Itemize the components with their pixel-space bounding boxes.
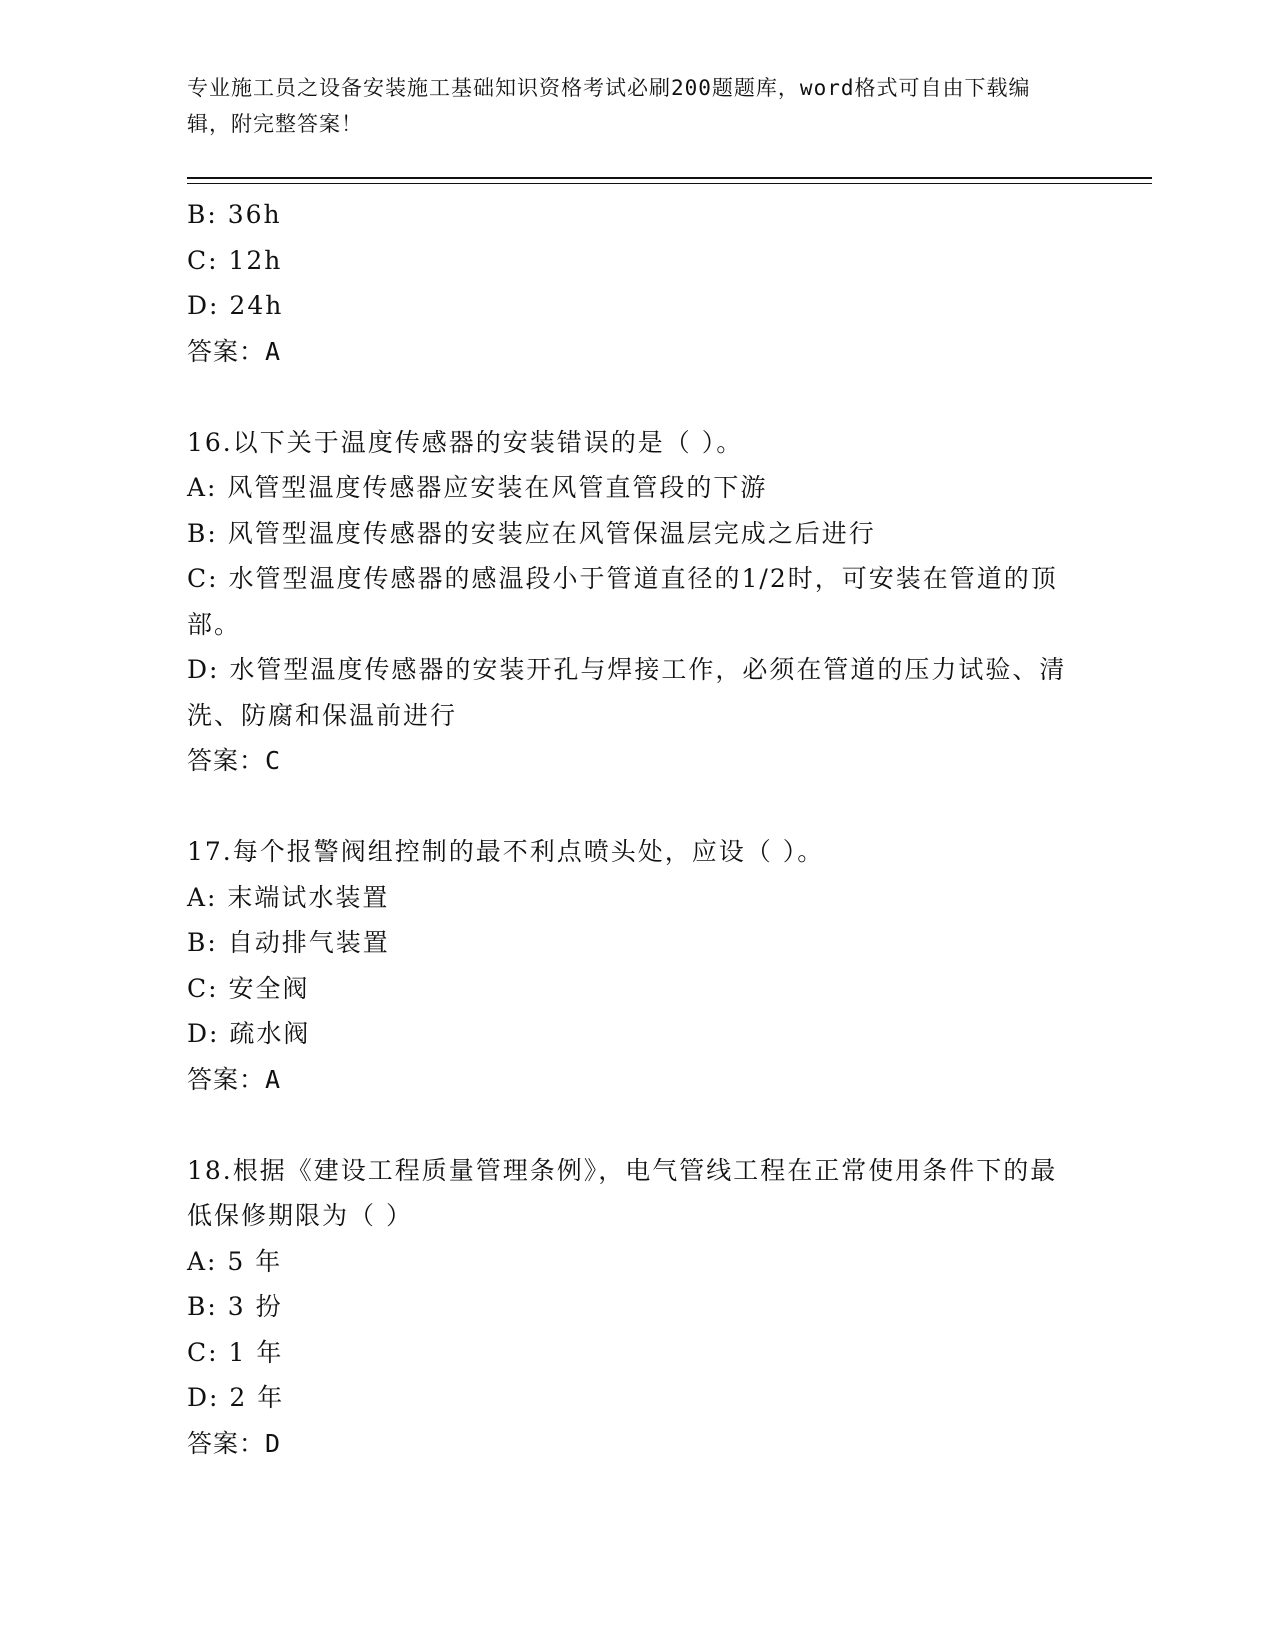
spacer — [187, 784, 1067, 830]
answer-line: 答案：C — [187, 746, 282, 775]
option-line: C: 1 年 — [187, 1337, 284, 1367]
option-line: D: 2 年 — [187, 1383, 285, 1412]
question-line: 17.每个报警阀组控制的最不利点喷头处，应设（ ）。 — [187, 837, 825, 866]
spacer — [187, 1102, 1067, 1148]
option-line: C: 水管型温度传感器的感温段小于管道直径的1/2时，可安装在管道的顶部。 — [187, 564, 1058, 639]
option-line: A: 5 年 — [187, 1246, 283, 1276]
option-line: B: 风管型温度传感器的安装应在风管保温层完成之后进行 — [187, 518, 876, 548]
answer-line: 答案：A — [187, 336, 282, 366]
option-line: D: 24h — [187, 291, 284, 320]
option-line: D: 疏水阀 — [187, 1019, 311, 1048]
question-line: 18.根据《建设工程质量管理条例》，电气管线工程在正常使用条件下的最低保修期限为（ ） — [187, 1155, 1058, 1230]
option-line: A: 末端试水装置 — [187, 882, 390, 912]
spacer — [187, 374, 1067, 420]
option-line: B: 自动排气装置 — [187, 928, 390, 957]
answer-line: 答案：D — [187, 1428, 282, 1458]
option-line: A: 风管型温度传感器应安装在风管直管段的下游 — [187, 473, 768, 502]
option-line: B: 36h — [187, 200, 282, 229]
question-list — [187, 192, 1067, 1466]
option-line: C: 12h — [187, 245, 283, 275]
question-line: 16.以下关于温度传感器的安装错误的是（ ）。 — [187, 427, 744, 457]
header-rule-thick — [187, 177, 1152, 179]
answer-line: 答案：A — [187, 1064, 282, 1094]
document-header: 专业施工员之设备安装施工基础知识资格考试必刷200题题库，word格式可自由下载编辑，附完整答案！ — [187, 76, 1031, 136]
header-rule-thin — [187, 183, 1152, 184]
option-line: C: 安全阀 — [187, 973, 310, 1003]
option-line: D: 水管型温度传感器的安装开孔与焊接工作，必须在管道的压力试验、清洗、防腐和保温前进行 — [187, 655, 1067, 730]
option-line: B: 3 扮 — [187, 1292, 283, 1321]
